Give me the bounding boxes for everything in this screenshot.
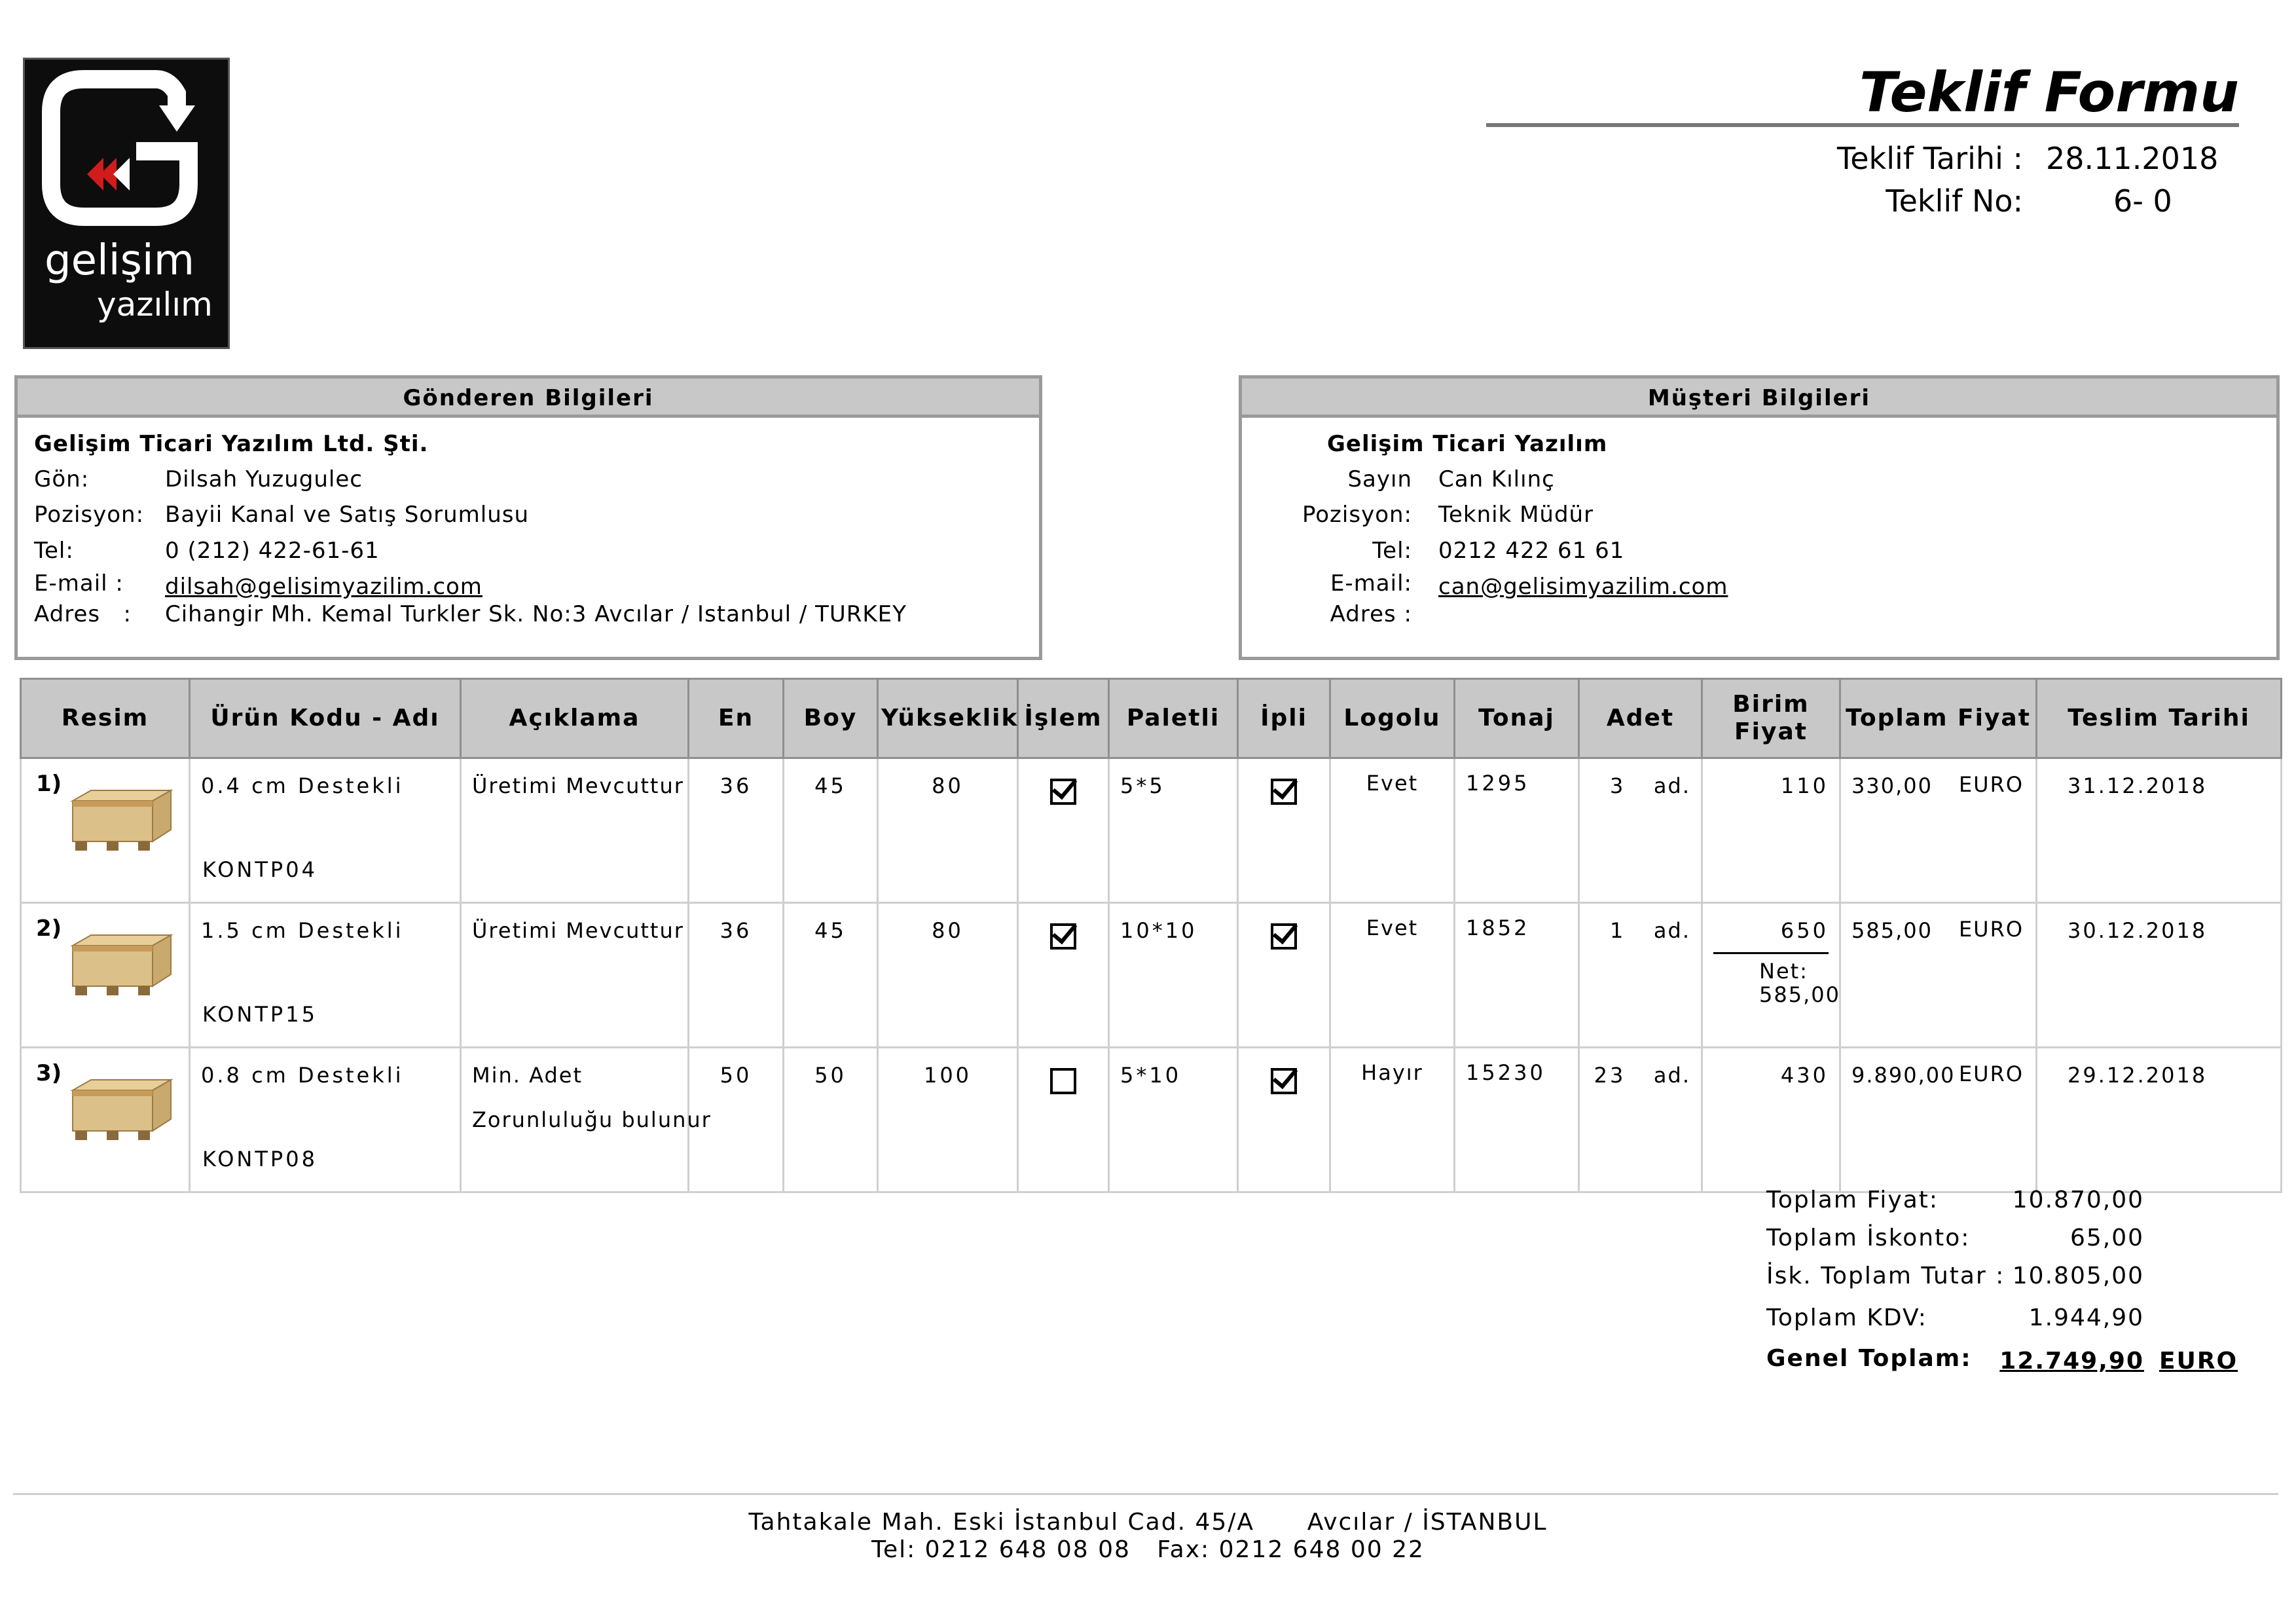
toplam-fiyat-cell <box>1840 903 2037 1048</box>
ipli-cell <box>1238 758 1330 903</box>
sender-position-label: Pozisyon: <box>34 502 145 528</box>
col-header-resim: Resim <box>21 679 190 758</box>
table-header-row <box>21 679 2282 758</box>
total-vat-label: Toplam KDV: <box>1766 1304 1927 1331</box>
table-row <box>21 1048 2282 1192</box>
boy-cell: 45 <box>784 758 878 903</box>
col-header-aciklama: Açıklama <box>461 679 689 758</box>
ipli-checkbox[interactable] <box>1271 1068 1297 1094</box>
footer-contact: Tel: 0212 648 08 08 Fax: 0212 648 00 22 <box>871 1536 1425 1563</box>
teslim-tarihi-cell: 31.12.2018 <box>2037 758 2282 903</box>
logo-subname: yazılım <box>97 286 213 323</box>
yukseklik-cell: 80 <box>878 903 1018 1048</box>
sender-email-label: E-mail : <box>34 570 124 597</box>
customer-info-box <box>1239 375 2280 660</box>
en-cell: 36 <box>689 758 784 903</box>
toplam-currency: EURO <box>1958 1061 2024 1086</box>
col-header-paletli: Paletli <box>1109 679 1238 758</box>
sender-address-label: Adres : <box>34 601 132 627</box>
birim-fiyat-cell <box>1702 903 1840 1048</box>
table-row <box>21 758 2282 903</box>
logo-g-icon <box>25 60 228 236</box>
col-header-toplam-fiyat: Toplam Fiyat <box>1840 679 2037 758</box>
product-code: KONTP04 <box>202 857 318 882</box>
items-table <box>20 678 2282 1193</box>
sender-to-label: Gön: <box>34 466 90 492</box>
offer-date-value: 28.11.2018 <box>2046 141 2219 176</box>
table-row <box>21 903 2282 1048</box>
customer-to-label: Sayın <box>1347 466 1412 492</box>
teslim-tarihi-cell: 30.12.2018 <box>2037 903 2282 1048</box>
col-header-en: En <box>689 679 784 758</box>
crate-image <box>67 1072 173 1144</box>
sender-to: Dilsah Yuzugulec <box>165 466 363 492</box>
adet-cell <box>1579 903 1702 1048</box>
paletli-cell: 5*5 <box>1109 758 1238 903</box>
adet-cell <box>1579 1048 1702 1192</box>
birim-fiyat-cell <box>1702 1048 1840 1192</box>
paletli-cell: 5*10 <box>1109 1048 1238 1192</box>
tonaj-cell: 1295 <box>1455 758 1579 903</box>
sender-tel-label: Tel: <box>34 538 74 564</box>
toplam-fiyat-value: 585,00 <box>1851 918 1933 943</box>
sender-address: Cihangir Mh. Kemal Turkler Sk. No:3 Avcılar / Istanbul / TURKEY <box>165 601 907 627</box>
en-cell: 50 <box>689 1048 784 1192</box>
crate-image <box>67 783 173 855</box>
row-number: 3) <box>36 1060 62 1086</box>
product-cell <box>190 1048 461 1192</box>
ipli-cell <box>1238 1048 1330 1192</box>
product-code: KONTP15 <box>202 1002 318 1027</box>
product-image-cell <box>21 903 190 1048</box>
discounted-total-value: 10.805,00 <box>2012 1263 2144 1289</box>
title-underline <box>1486 123 2239 127</box>
en-cell: 36 <box>689 903 784 1048</box>
paletli-cell: 10*10 <box>1109 903 1238 1048</box>
discounted-total-label: İsk. Toplam Tutar : <box>1766 1263 2005 1289</box>
col-header-urun: Ürün Kodu - Adı <box>190 679 461 758</box>
col-header-logolu: Logolu <box>1330 679 1455 758</box>
islem-cell <box>1018 1048 1109 1192</box>
col-header-yukseklik: Yükseklik <box>878 679 1018 758</box>
grand-total-currency: EURO <box>2159 1348 2238 1375</box>
islem-checkbox[interactable] <box>1050 1068 1076 1094</box>
description-cell <box>461 1048 712 1192</box>
adet-value: 23 <box>1594 1063 1626 1088</box>
net-price-block <box>1713 952 1840 1007</box>
row-number: 1) <box>36 771 62 797</box>
total-price-value: 10.870,00 <box>2012 1187 2144 1213</box>
birim-fiyat-value: 430 <box>1780 1063 1829 1088</box>
boy-cell: 45 <box>784 903 878 1048</box>
description-line1: Üretimi Mevcuttur <box>472 773 684 798</box>
col-header-birim-fiyat: Birim Fiyat <box>1702 679 1840 758</box>
footer-divider <box>13 1493 2278 1495</box>
net-label: Net: <box>1759 959 1808 984</box>
sender-company: Gelişim Ticari Yazılım Ltd. Şti. <box>34 431 429 457</box>
customer-email-link[interactable]: can@gelisimyazilim.com <box>1438 574 1728 600</box>
col-header-ipli: İpli <box>1238 679 1330 758</box>
crate-image <box>67 927 173 999</box>
description-cell <box>461 903 689 1048</box>
footer-address: Tahtakale Mah. Eski İstanbul Cad. 45/A Avcılar / İSTANBUL <box>748 1509 1548 1536</box>
description-line2: Zorunluluğu bulunur <box>472 1107 712 1132</box>
birim-fiyat-cell <box>1702 758 1840 903</box>
toplam-fiyat-value: 9.890,00 <box>1851 1063 1956 1088</box>
description-line1: Üretimi Mevcuttur <box>472 918 684 943</box>
logolu-cell: Evet <box>1330 758 1455 903</box>
adet-unit: ad. <box>1653 918 1690 943</box>
col-header-adet: Adet <box>1579 679 1702 758</box>
birim-fiyat-value: 110 <box>1780 773 1829 798</box>
logolu-cell: Hayır <box>1330 1048 1455 1192</box>
islem-checkbox[interactable] <box>1050 923 1076 950</box>
adet-cell <box>1579 758 1702 903</box>
row-number: 2) <box>36 915 62 942</box>
toplam-fiyat-cell <box>1840 1048 2037 1192</box>
birim-fiyat-value: 650 <box>1780 918 1829 943</box>
sender-tel: 0 (212) 422-61-61 <box>165 538 380 564</box>
product-image-cell <box>21 1048 190 1192</box>
customer-heading: Müşteri Bilgileri <box>1242 378 2276 418</box>
col-header-boy: Boy <box>784 679 878 758</box>
total-discount-value: 65,00 <box>2069 1225 2144 1251</box>
product-name: 0.4 cm Destekli <box>201 773 404 798</box>
sender-info-box <box>14 375 1042 660</box>
tonaj-cell: 15230 <box>1455 1048 1579 1192</box>
total-vat-value: 1.944,90 <box>2028 1304 2144 1331</box>
ipli-checkbox[interactable] <box>1271 779 1297 805</box>
yukseklik-cell: 80 <box>878 758 1018 903</box>
islem-checkbox[interactable] <box>1050 779 1076 805</box>
toplam-currency: EURO <box>1958 772 2024 797</box>
yukseklik-cell: 100 <box>878 1048 1018 1192</box>
product-name: 1.5 cm Destekli <box>201 918 404 943</box>
customer-position: Teknik Müdür <box>1438 502 1594 528</box>
logo-name: gelişim <box>45 236 195 285</box>
ipli-cell <box>1238 903 1330 1048</box>
description-cell <box>461 758 689 903</box>
product-cell <box>190 758 461 903</box>
customer-tel: 0212 422 61 61 <box>1438 538 1625 564</box>
islem-cell <box>1018 758 1109 903</box>
document-title: Teklif Formu <box>1859 60 2239 124</box>
offer-date-label: Teklif Tarihi : <box>1836 141 2023 176</box>
total-discount-label: Toplam İskonto: <box>1766 1225 1971 1251</box>
sender-heading: Gönderen Bilgileri <box>18 378 1039 418</box>
adet-value: 1 <box>1610 918 1626 943</box>
adet-value: 3 <box>1610 773 1626 798</box>
company-logo <box>23 58 230 349</box>
tonaj-cell: 1852 <box>1455 903 1579 1048</box>
total-price-label: Toplam Fiyat: <box>1766 1187 1939 1213</box>
customer-tel-label: Tel: <box>1372 538 1412 564</box>
net-value: 585,00 <box>1759 982 1840 1007</box>
customer-address-label: Adres : <box>1330 601 1412 627</box>
col-header-teslim-tarihi: Teslim Tarihi <box>2037 679 2282 758</box>
description-line1: Min. Adet <box>472 1063 583 1088</box>
offer-no-label: Teklif No: <box>1886 183 2023 219</box>
teslim-tarihi-cell: 29.12.2018 <box>2037 1048 2282 1192</box>
adet-unit: ad. <box>1653 773 1690 798</box>
grand-total-label: Genel Toplam: <box>1766 1345 1972 1372</box>
product-image-cell <box>21 758 190 903</box>
grand-total-value: 12.749,90 <box>1999 1348 2144 1375</box>
adet-unit: ad. <box>1653 1063 1690 1088</box>
col-header-islem: İşlem <box>1018 679 1109 758</box>
customer-email-label: E-mail: <box>1330 570 1412 597</box>
toplam-currency: EURO <box>1958 917 2024 942</box>
offer-no-value: 6- 0 <box>2113 183 2172 219</box>
sender-position: Bayii Kanal ve Satış Sorumlusu <box>165 502 530 528</box>
col-header-tonaj: Tonaj <box>1455 679 1579 758</box>
logolu-cell: Evet <box>1330 903 1455 1048</box>
product-code: KONTP08 <box>202 1147 318 1172</box>
sender-email-link[interactable]: dilsah@gelisimyazilim.com <box>165 574 483 600</box>
toplam-fiyat-cell <box>1840 758 2037 903</box>
ipli-checkbox[interactable] <box>1271 923 1297 950</box>
toplam-fiyat-value: 330,00 <box>1851 773 1933 798</box>
boy-cell: 50 <box>784 1048 878 1192</box>
customer-to: Can Kılınç <box>1438 466 1555 492</box>
product-cell <box>190 903 461 1048</box>
product-name: 0.8 cm Destekli <box>201 1063 404 1088</box>
islem-cell <box>1018 903 1109 1048</box>
customer-position-label: Pozisyon: <box>1302 502 1412 528</box>
customer-company: Gelişim Ticari Yazılım <box>1327 431 1608 457</box>
